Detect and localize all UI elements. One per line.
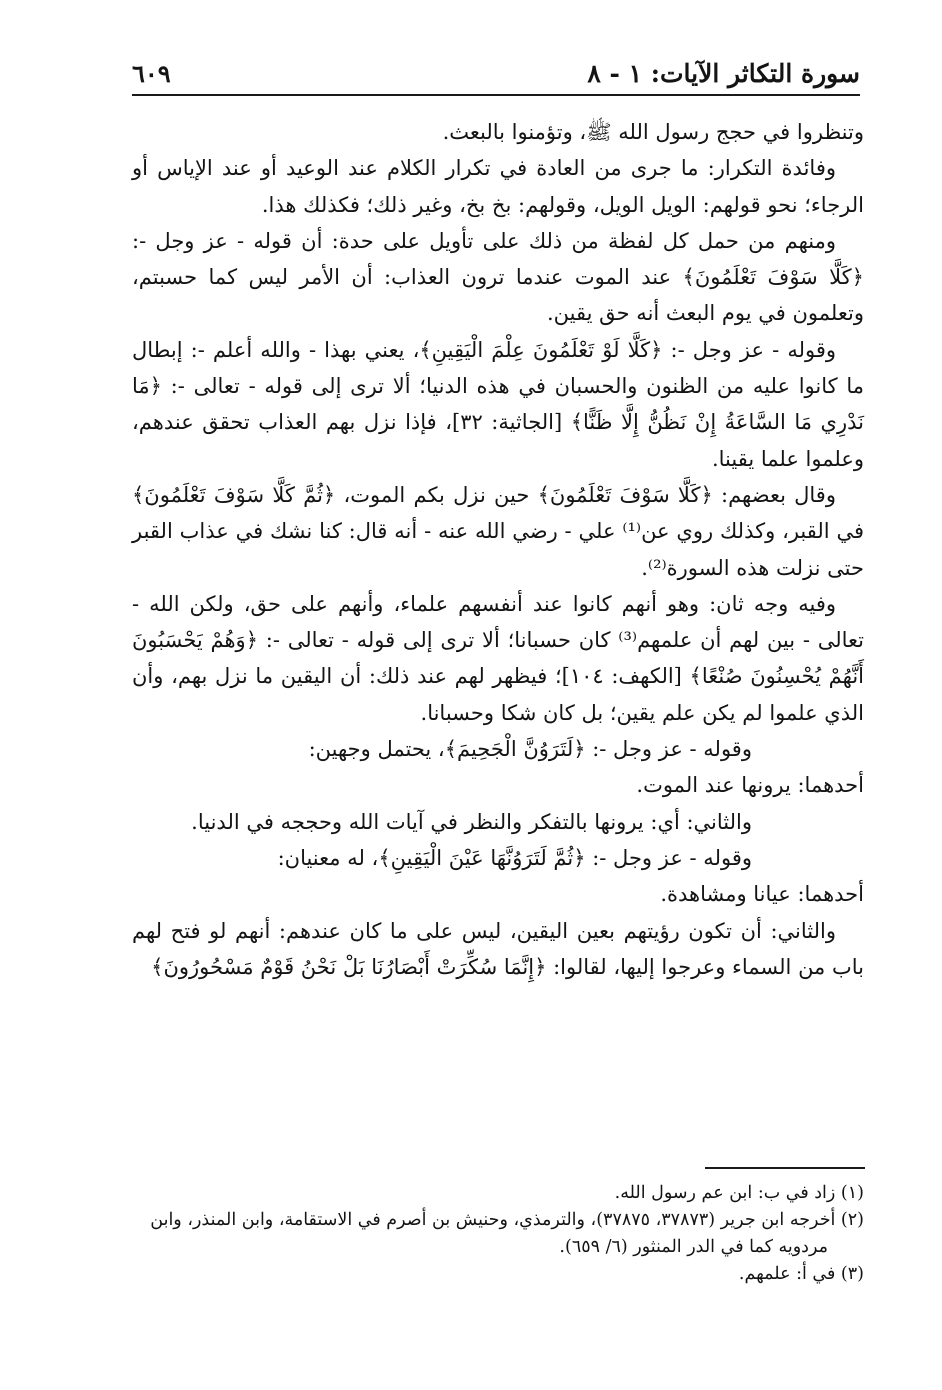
running-head: سورة التكاثر الآيات: ١ - ٨ (587, 58, 860, 88)
paragraph: وقوله - عز وجل -: ﴿ثُمَّ لَتَرَوُنَّهَا عَيْنَ الْيَقِينِ﴾، له معنيان: (277, 845, 752, 870)
paragraph: وقال بعضهم: ﴿كَلَّا سَوْفَ تَعْلَمُونَ﴾ حين نزل بكم الموت، ﴿ثُمَّ كَلَّا سَوْفَ تَعْلَمُونَ﴾ في القبر، وكذلك روي عن⁽¹⁾ علي - رضي الله عنه - أنه قال: كنا نشك في عذاب القبر حتى نزلت هذه السورة⁽²⁾. (132, 482, 865, 580)
footnote: (١) زاد في ب: ابن عم رسول الله. (614, 1183, 864, 1203)
paragraph: والثاني: أن تكون رؤيتهم بعين اليقين، ليس على ما كان عندهم: أنهم لو فتح لهم باب من السماء وعرجوا إليها، لقالوا: ﴿إِنَّمَا سُكِّرَتْ أَبْصَارُنَا بَلْ نَحْنُ قَوْمٌ مَسْحُورُونَ﴾ (132, 918, 864, 979)
paragraph: وفائدة التكرار: ما جرى من العادة في تكرار الكلام عند الوعيد أو عند الإياس أو الرجاء؛ نحو قولهم: الويل الويل، وقولهم: بخ بخ، وغير ذلك؛ فكذلك هذا. (132, 156, 864, 217)
paragraph: أحدهما: عيانا ومشاهدة. (660, 882, 864, 907)
footnote-divider (705, 1167, 865, 1169)
footnote: (٢) أخرجه ابن جرير (٣٧٨٧٣، ٣٧٨٧٥)، والترمذي، وحنيش بن أصرم في الاستقامة، وابن المنذر، وابن مردويه كما في الدر المنثور (٦/ ٦٥٩). (150, 1210, 864, 1257)
footnote: (٣) في أ: علمهم. (738, 1264, 864, 1284)
paragraph: وقوله - عز وجل -: ﴿كَلَّا لَوْ تَعْلَمُونَ عِلْمَ الْيَقِينِ﴾، يعني بهذا - والله أعلم -: إبطال ما كانوا عليه من الظنون والحسبان في هذه الدنيا؛ ألا ترى إلى قوله - تعالى -: ﴿مَا نَدْرِي مَا السَّاعَةُ إِنْ نَظُنُّ إِلَّا ظَنًّا﴾ [الجاثية: ٣٢]، فإذا نزل بهم العذاب تحقق عندهم، وعلموا علما يقينا. (132, 337, 864, 471)
paragraph: والثاني: أي: يرونها بالتفكر والنظر في آيات الله وحججه في الدنيا. (191, 809, 752, 834)
page-header (132, 52, 860, 96)
paragraph: أحدهما: يرونها عند الموت. (636, 773, 864, 798)
body-text (132, 114, 864, 985)
paragraph: وفيه وجه ثان: وهو أنهم كانوا عند أنفسهم علماء، وأنهم على حق، ولكن الله - تعالى - بين لهم أن علمهم⁽³⁾ كان حسبانا؛ ألا ترى إلى قوله - تعالى -: ﴿وَهُمْ يَحْسَبُونَ أَنَّهُمْ يُحْسِنُونَ صُنْعًا﴾ [الكهف: ١٠٤]؛ فيظهر لهم عند ذلك: أن اليقين ما نزل بهم، وأن الذي علموا لم يكن علم يقين؛ بل كان شكا وحسبانا. (132, 591, 865, 725)
paragraph: وقوله - عز وجل -: ﴿لَتَرَوُنَّ الْجَحِيمَ﴾، يحتمل وجهين: (308, 737, 752, 762)
paragraph: وتنظروا في حجج رسول الله ﷺ، وتؤمنوا بالبعث. (442, 120, 864, 144)
footnotes (132, 1180, 864, 1288)
page-number: ٦٠٩ (132, 58, 171, 88)
paragraph: ومنهم من حمل كل لفظة من ذلك على تأويل على حدة: أن قوله - عز وجل -: ﴿كَلَّا سَوْفَ تَعْلَمُونَ﴾ عند الموت عندما ترون العذاب: أن الأمر ليس كما حسبتم، وتعلمون في يوم البعث أنه حق يقين. (132, 228, 864, 326)
